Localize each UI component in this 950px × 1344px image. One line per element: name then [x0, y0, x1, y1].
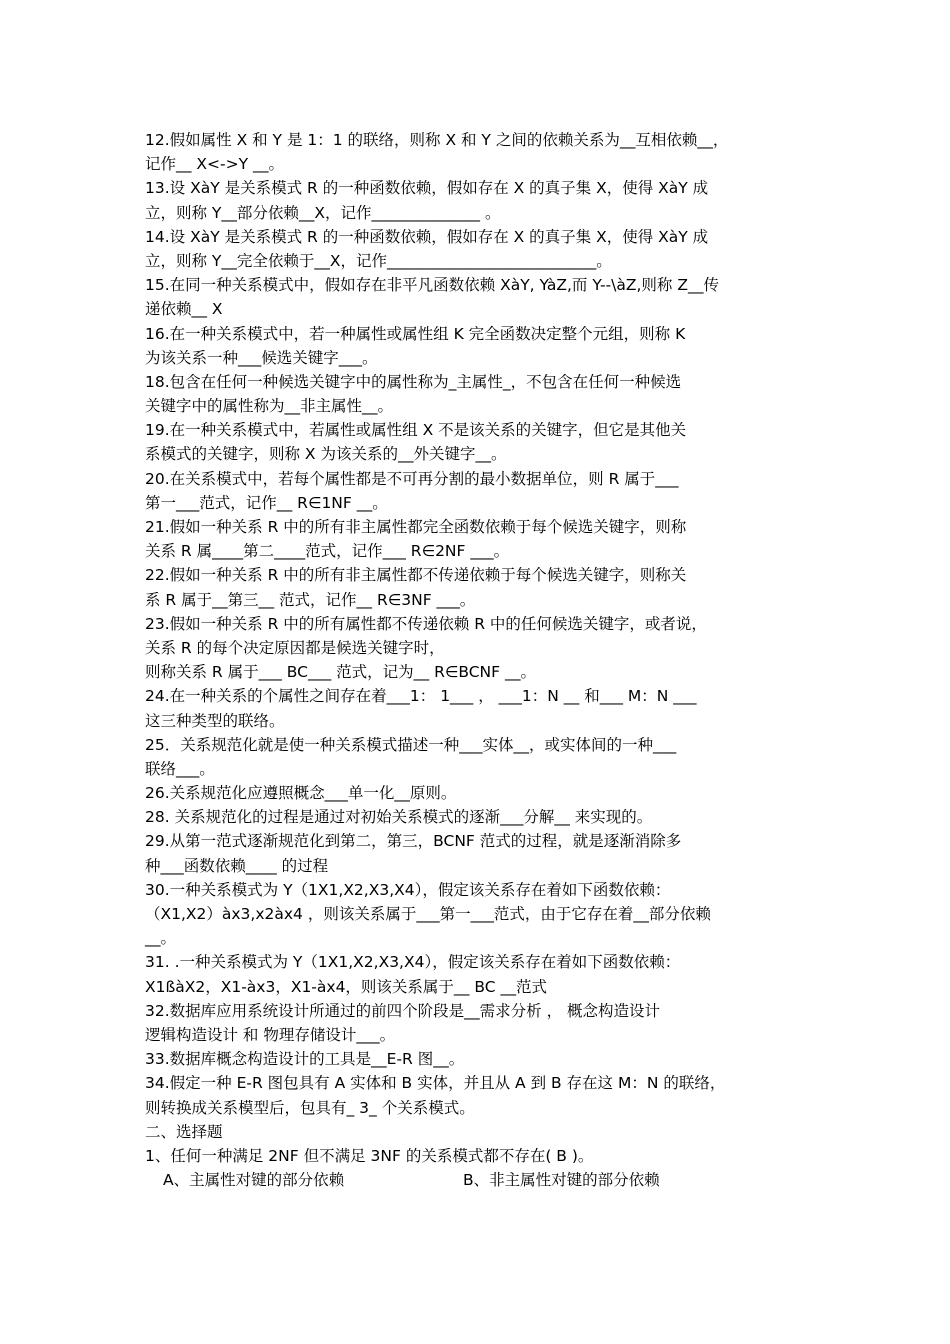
text-line: 20.在关系模式中，若每个属性都是不可再分割的最小数据单位，则 R 属于___ — [145, 469, 679, 488]
text-line: 29.从第一范式逐渐规范化到第二，第三，BCNF 范式的过程，就是逐渐消除多 — [145, 832, 682, 851]
text-line: 31. .一种关系模式为 Y（1X1,X2,X3,X4），假定该关系存在着如下函数依赖： — [145, 953, 681, 972]
text-line: 这三种类型的联络。 — [145, 711, 285, 730]
text-line: 系模式的关键字，则称 X 为该关系的__外关键字__。 — [145, 445, 507, 464]
text-line: 系 R 属于__第三__ 范式，记作__ R∈3NF ___。 — [145, 590, 476, 609]
text-line: 递依赖__ X — [145, 300, 223, 319]
text-line: 15.在同一种关系模式中，假如存在非平凡函数依赖 XàY, YàZ,而 Y--\àZ,则称 Z__传 — [145, 276, 719, 295]
document-body — [145, 128, 815, 1192]
text-line: 则称关系 R 属于___ BC___ 范式，记为__ R∈BCNF __。 — [145, 663, 536, 682]
choice-options — [145, 1168, 815, 1192]
text-line: 关系 R 属____第二____范式，记作___ R∈2NF ___。 — [145, 542, 510, 561]
text-line: 关键字中的属性称为__非主属性__。 — [145, 397, 394, 416]
text-line: 逻辑构造设计 和 物理存储设计___。 — [145, 1025, 396, 1044]
text-line: 第一___范式，记作__ R∈1NF __。 — [145, 493, 388, 512]
text-line: 13.设 XàY 是关系模式 R 的一种函数依赖，假如存在 X 的真子集 X，使得 XàY 成 — [145, 179, 709, 198]
text-line: 32.数据库应用系统设计所通过的前四个阶段是__需求分析 ， 概念构造设计 — [145, 1001, 661, 1020]
text-line: 28. 关系规范化的过程是通过对初始关系模式的逐渐___分解__ 来实现的。 — [145, 808, 653, 827]
text-line: 26.关系规范化应遵照概念___单一化__原则。 — [145, 784, 457, 803]
text-line: 33.数据库概念构造设计的工具是__E-R 图__。 — [145, 1050, 465, 1069]
text-line: 14.设 XàY 是关系模式 R 的一种函数依赖，假如存在 X 的真子集 X，使得 XàY 成 — [145, 227, 709, 246]
text-line: 16.在一种关系模式中，若一种属性或属性组 K 完全函数决定整个元组，则称 K — [145, 324, 686, 343]
text-line: 立，则称 Y__部分依赖__X，记作______________ 。 — [145, 203, 501, 222]
text-line: 种___函数依赖____ 的过程 — [145, 856, 329, 875]
text-line: （X1,X2）àx3,x2àx4 ，则该关系属于___第一___范式，由于它存在着__部分依赖 — [145, 905, 711, 923]
text-line: X1ßàX2，X1-àx3，X1-àx4，则该关系属于__ BC __范式 — [145, 977, 547, 996]
text-line: __。 — [145, 929, 177, 948]
option-a: A、主属性对键的部分依赖 — [163, 1171, 345, 1190]
text-line: 34.假定一种 E-R 图包具有 A 实体和 B 实体，并且从 A 到 B 存在这 M：N 的联络， — [145, 1074, 726, 1093]
text-line: 24.在一种关系的个属性之间存在着___1： 1___ ， ___1：N __ 和___ M：N ___ — [145, 687, 697, 706]
text-line: 二、选择题 — [145, 1122, 223, 1141]
text-line: 1、任何一种满足 2NF 但不满足 3NF 的关系模式都不存在( B )。 — [145, 1146, 594, 1165]
text-line: 23.假如一种关系 R 中的所有属性都不传递依赖 R 中的任何候选关键字，或者说， — [145, 614, 707, 633]
text-line: 21.假如一种关系 R 中的所有非主属性都完全函数依赖于每个候选关键字，则称 — [145, 518, 687, 536]
text-line: 关系 R 的每个决定原因都是候选关键字时， — [145, 638, 445, 657]
text-line: 则转换成关系模型后，包具有_ 3_ 个关系模式。 — [145, 1098, 475, 1117]
option-b: B、非主属性对键的部分依赖 — [463, 1171, 660, 1190]
text-line: 30.一种关系模式为 Y（1X1,X2,X3,X4），假定该关系存在着如下函数依赖： — [145, 880, 671, 899]
text-line: 为该关系一种___候选关键字___。 — [145, 348, 378, 367]
text-line: 联络___。 — [145, 759, 215, 778]
text-line: 22.假如一种关系 R 中的所有非主属性都不传递依赖于每个候选关键字，则称关 — [145, 566, 687, 585]
text-line: 25．关系规范化就是使一种关系模式描述一种___实体__，或实体间的一种___ — [145, 735, 677, 754]
text-line: 记作__ X<->Y __。 — [145, 155, 285, 174]
text-line: 立，则称 Y__完全依赖于__X，记作___________________________。 — [145, 251, 612, 270]
text-line: 19.在一种关系模式中，若属性或属性组 X 不是该关系的关键字，但它是其他关 — [145, 421, 687, 440]
text-line: 12.假如属性 X 和 Y 是 1：1 的联络，则称 X 和 Y 之间的依赖关系为__互相依赖__， — [145, 131, 729, 149]
text-line: 18.包含在任何一种候选关键字中的属性称为_主属性_，不包含在任何一种候选 — [145, 372, 682, 391]
